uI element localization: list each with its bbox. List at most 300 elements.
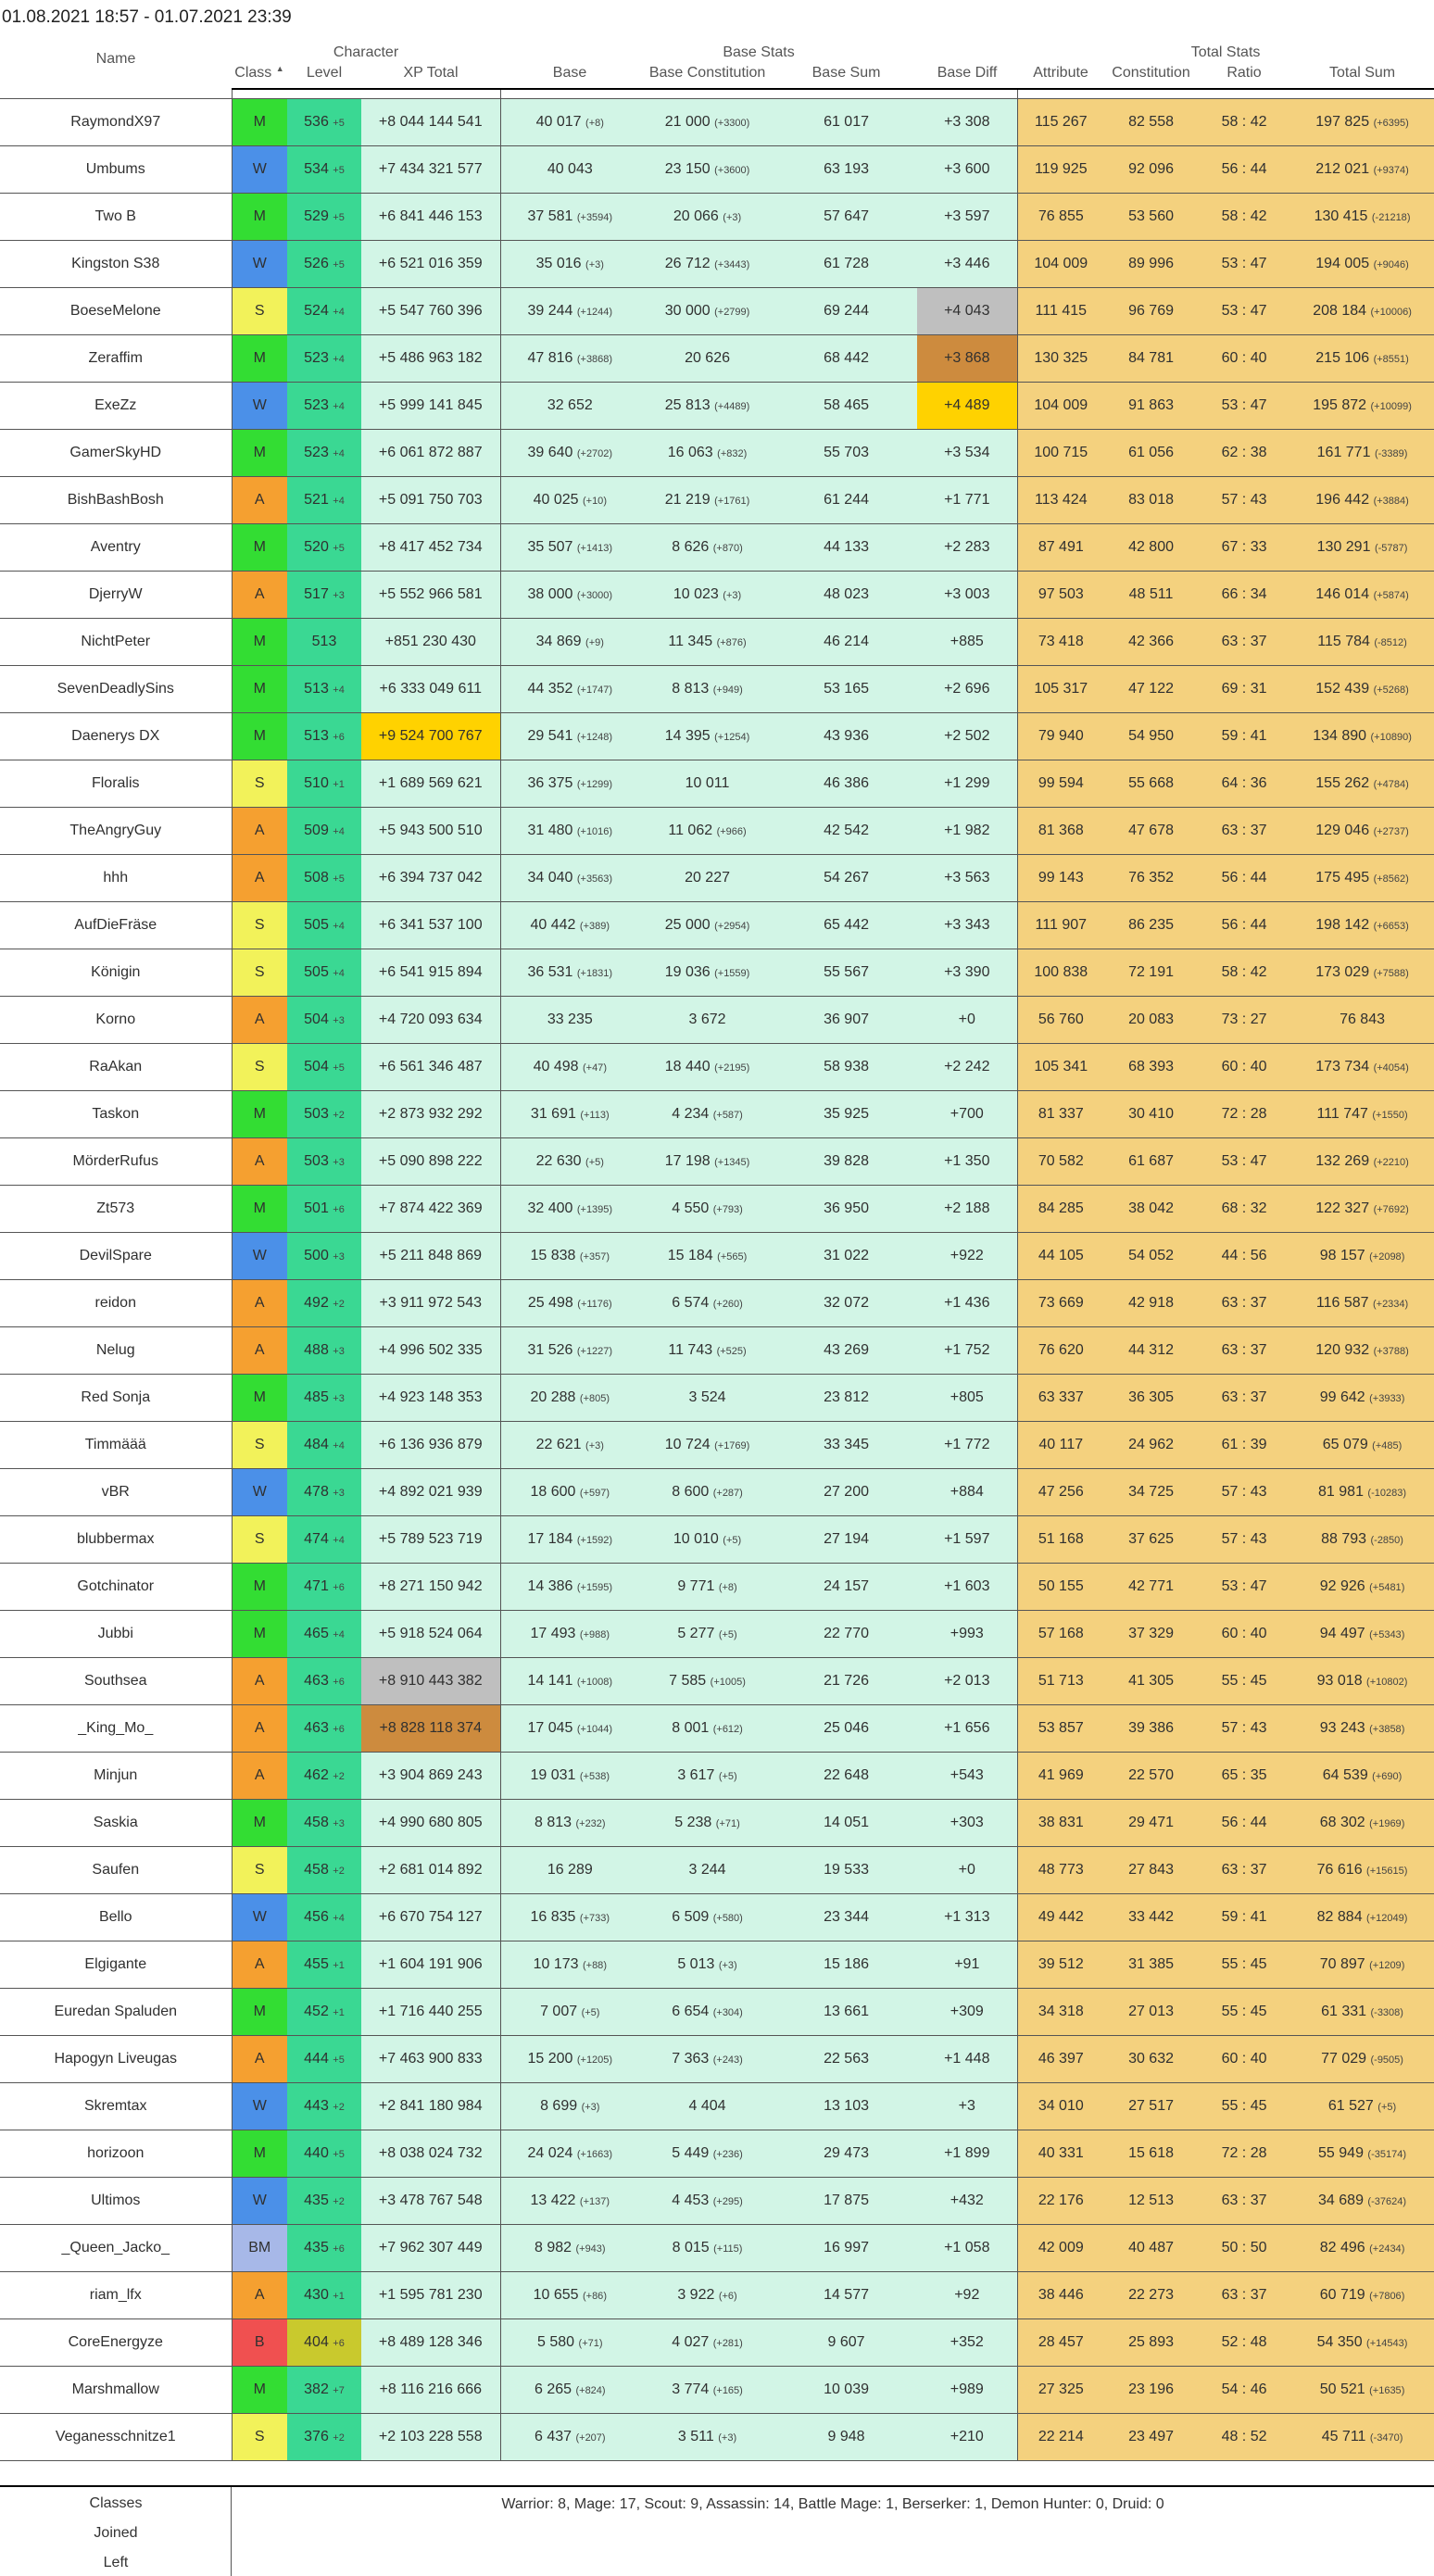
table-row[interactable] [0,854,1434,901]
total-sum-cell: 93 243 (+3858) [1290,1704,1434,1752]
table-row[interactable] [0,1279,1434,1326]
player-name[interactable]: hhh [0,854,232,901]
player-name[interactable]: riam_lfx [0,2271,232,2318]
table-row[interactable] [0,2318,1434,2366]
xp-total-cell: +7 874 422 369 [361,1185,500,1232]
base-cell: 24 024 (+1663) [500,2130,639,2177]
change-value: (+7588) [1373,967,1409,979]
change-value: (+1769) [714,1439,750,1451]
base-diff-cell: +3 600 [917,145,1017,193]
change-value: (+966) [716,825,747,837]
base-constitution-cell: 5 277 (+5) [639,1610,775,1657]
class-badge: W [232,1893,287,1941]
base-constitution-cell: 4 234 (+587) [639,1090,775,1137]
ratio-cell: 53 : 47 [1198,382,1290,429]
ratio-cell: 57 : 43 [1198,476,1290,523]
change-value: (-2850) [1370,1534,1403,1546]
player-name[interactable]: NichtPeter [0,618,232,665]
attribute-cell: 99 143 [1017,854,1104,901]
table-row[interactable] [0,1846,1434,1893]
player-name[interactable]: vBR [0,1468,232,1515]
class-badge: A [232,2035,287,2082]
change-value: (+10890) [1370,731,1412,743]
total-sum-cell: 34 689 (-37624) [1290,2177,1434,2224]
level-cell: 440 +5 [287,2130,361,2177]
table-row[interactable] [0,1893,1434,1941]
player-name[interactable]: SevenDeadlySins [0,665,232,712]
base-diff-cell: +2 013 [917,1657,1017,1704]
total-sum-header[interactable]: Total Sum [1290,65,1434,89]
level-cell: 452 +1 [287,1988,361,2035]
attribute-cell: 40 117 [1017,1421,1104,1468]
change-value: (+2799) [714,306,750,318]
attribute-cell: 46 397 [1017,2035,1104,2082]
table-row[interactable] [0,193,1434,240]
player-name[interactable]: reidon [0,1279,232,1326]
base-sum-cell: 13 661 [775,1988,917,2035]
table-row[interactable] [0,1704,1434,1752]
player-name[interactable]: Skremtax [0,2082,232,2130]
base-sum-cell: 55 567 [775,949,917,996]
level-change: +2 [333,1770,345,1782]
base-sum-cell: 22 563 [775,2035,917,2082]
table-row[interactable] [0,2413,1434,2460]
player-name[interactable]: Nelug [0,1326,232,1374]
table-row[interactable] [0,618,1434,665]
base-cell: 40 498 (+47) [500,1043,639,1090]
ratio-cell: 56 : 44 [1198,145,1290,193]
total-sum-cell: 82 496 (+2434) [1290,2224,1434,2271]
class-badge: M [232,98,287,145]
table-row[interactable] [0,382,1434,429]
table-row[interactable] [0,1374,1434,1421]
attribute-cell: 105 317 [1017,665,1104,712]
attribute-cell: 100 838 [1017,949,1104,996]
level-change: +4 [333,920,345,932]
attribute-cell: 22 176 [1017,2177,1104,2224]
change-value: (-8512) [1374,636,1407,648]
player-name[interactable]: Red Sonja [0,1374,232,1421]
level-change: +5 [333,258,345,270]
constitution-cell: 76 352 [1104,854,1198,901]
table-row[interactable] [0,1043,1434,1090]
level-cell: 523 +4 [287,429,361,476]
player-name[interactable]: RaymondX97 [0,98,232,145]
constitution-cell: 42 800 [1104,523,1198,571]
xp-total-cell: +5 547 760 396 [361,287,500,334]
attribute-cell: 119 925 [1017,145,1104,193]
table-row[interactable] [0,2130,1434,2177]
class-badge: M [232,1374,287,1421]
player-name[interactable]: CoreEnergyze [0,2318,232,2366]
xp-total-cell: +6 394 737 042 [361,854,500,901]
constitution-cell: 15 618 [1104,2130,1198,2177]
table-row[interactable] [0,1563,1434,1610]
table-row[interactable] [0,996,1434,1043]
class-badge: S [232,2413,287,2460]
player-name[interactable]: Two B [0,193,232,240]
table-row[interactable] [0,571,1434,618]
attribute-cell: 34 010 [1017,2082,1104,2130]
total-sum-cell: 54 350 (+14543) [1290,2318,1434,2366]
table-row[interactable] [0,1610,1434,1657]
base-constitution-cell: 10 023 (+3) [639,571,775,618]
base-sum-cell: 55 703 [775,429,917,476]
constitution-cell: 22 273 [1104,2271,1198,2318]
xp-total-cell: +3 478 767 548 [361,2177,500,2224]
player-name[interactable]: Minjun [0,1752,232,1799]
change-value: (+612) [712,1723,743,1735]
base-diff-cell: +2 283 [917,523,1017,571]
change-value: (+1176) [577,1298,612,1310]
base-sum-header[interactable]: Base Sum [775,65,917,89]
ratio-cell: 59 : 41 [1198,712,1290,760]
player-name[interactable]: BoeseMelone [0,287,232,334]
level-change: +6 [333,2243,345,2255]
base-sum-cell: 29 473 [775,2130,917,2177]
xp-total-cell: +2 103 228 558 [361,2413,500,2460]
table-row[interactable] [0,98,1434,145]
attribute-cell: 44 105 [1017,1232,1104,1279]
player-name[interactable]: Ultimos [0,2177,232,2224]
xp-total-cell: +3 904 869 243 [361,1752,500,1799]
player-name[interactable]: _Queen_Jacko_ [0,2224,232,2271]
constitution-cell: 84 781 [1104,334,1198,382]
class-badge: A [232,1279,287,1326]
player-name[interactable]: Southsea [0,1657,232,1704]
level-cell: 534 +5 [287,145,361,193]
table-row[interactable] [0,476,1434,523]
name-header[interactable]: Name [0,33,232,89]
player-name[interactable]: Marshmallow [0,2366,232,2413]
player-name[interactable]: Saufen [0,1846,232,1893]
table-row[interactable] [0,949,1434,996]
level-change: +2 [333,1109,345,1121]
table-row[interactable] [0,901,1434,949]
base-constitution-cell: 4 404 [639,2082,775,2130]
level-cell: 484 +4 [287,1421,361,1468]
base-constitution-cell: 30 000 (+2799) [639,287,775,334]
player-name[interactable]: Kingston S38 [0,240,232,287]
player-name[interactable]: Hapogyn Liveugas [0,2035,232,2082]
xp-total-cell: +6 341 537 100 [361,901,500,949]
change-value: (+10006) [1370,306,1412,318]
change-value: (-3308) [1370,2006,1403,2018]
attribute-cell: 57 168 [1017,1610,1104,1657]
total-sum-cell: 111 747 (+1550) [1290,1090,1434,1137]
constitution-cell: 37 329 [1104,1610,1198,1657]
player-name[interactable]: Elgigante [0,1941,232,1988]
level-cell: 501 +6 [287,1185,361,1232]
class-badge: M [232,334,287,382]
ratio-header[interactable]: Ratio [1198,65,1290,89]
constitution-cell: 29 471 [1104,1799,1198,1846]
total-stats-group-header: Total Stats [1017,33,1434,65]
class-badge: A [232,476,287,523]
table-row[interactable] [0,1090,1434,1137]
attribute-cell: 76 620 [1017,1326,1104,1374]
class-badge: W [232,240,287,287]
table-row[interactable] [0,334,1434,382]
table-row[interactable] [0,1232,1434,1279]
change-value: (+5) [718,1628,737,1640]
base-sum-cell: 22 770 [775,1610,917,1657]
base-cell: 17 045 (+1044) [500,1704,639,1752]
table-row[interactable] [0,760,1434,807]
table-row[interactable] [0,1326,1434,1374]
attribute-header[interactable]: Attribute [1017,65,1104,89]
base-diff-cell: +2 502 [917,712,1017,760]
attribute-cell: 47 256 [1017,1468,1104,1515]
table-row[interactable] [0,1515,1434,1563]
base-constitution-cell: 4 453 (+295) [639,2177,775,2224]
constitution-header[interactable]: Constitution [1104,65,1198,89]
table-row[interactable] [0,145,1434,193]
constitution-cell: 40 487 [1104,2224,1198,2271]
attribute-cell: 49 442 [1017,1893,1104,1941]
total-sum-cell: 194 005 (+9046) [1290,240,1434,287]
change-value: (+3000) [576,589,613,601]
base-diff-cell: +303 [917,1799,1017,1846]
player-name[interactable]: Euredan Spaluden [0,1988,232,2035]
table-row[interactable] [0,807,1434,854]
constitution-cell: 39 386 [1104,1704,1198,1752]
base-cell: 18 600 (+597) [500,1468,639,1515]
attribute-cell: 56 760 [1017,996,1104,1043]
player-name[interactable]: TheAngryGuy [0,807,232,854]
change-value: (+113) [580,1109,610,1121]
change-value: (+1345) [714,1156,750,1168]
change-value: (+5) [1377,2101,1397,2113]
base-constitution-cell: 8 600 (+287) [639,1468,775,1515]
total-sum-cell: 60 719 (+7806) [1290,2271,1434,2318]
change-value: (+1227) [576,1345,613,1357]
change-value: (+357) [579,1250,610,1263]
table-row[interactable] [0,1185,1434,1232]
attribute-cell: 111 415 [1017,287,1104,334]
base-sum-cell: 13 103 [775,2082,917,2130]
class-badge: A [232,996,287,1043]
attribute-cell: 42 009 [1017,2224,1104,2271]
class-badge: A [232,807,287,854]
player-name[interactable]: BishBashBosh [0,476,232,523]
level-cell: 505 +4 [287,901,361,949]
player-name[interactable]: Zt573 [0,1185,232,1232]
ratio-cell: 63 : 37 [1198,1326,1290,1374]
ratio-cell: 60 : 40 [1198,1610,1290,1657]
class-header[interactable]: Class ▲ [232,65,287,89]
player-name[interactable]: Korno [0,996,232,1043]
table-row[interactable] [0,287,1434,334]
table-row[interactable] [0,429,1434,476]
base-sum-cell: 44 133 [775,523,917,571]
total-sum-cell: 208 184 (+10006) [1290,287,1434,334]
table-row[interactable] [0,1657,1434,1704]
base-cell: 39 640 (+2702) [500,429,639,476]
table-row[interactable] [0,2035,1434,2082]
base-cell: 40 043 [500,145,639,193]
table-row[interactable] [0,665,1434,712]
table-row[interactable] [0,240,1434,287]
base-diff-cell: +3 534 [917,429,1017,476]
base-header[interactable]: Base [500,65,639,89]
player-name[interactable]: DjerryW [0,571,232,618]
xp-total-header[interactable]: XP Total [361,65,500,89]
attribute-cell: 81 337 [1017,1090,1104,1137]
player-name[interactable]: Jubbi [0,1610,232,1657]
table-row[interactable] [0,2177,1434,2224]
player-name[interactable]: horizoon [0,2130,232,2177]
table-row[interactable] [0,523,1434,571]
change-value: (-10283) [1367,1487,1407,1499]
attribute-cell: 84 285 [1017,1185,1104,1232]
player-name[interactable]: MörderRufus [0,1137,232,1185]
base-sum-cell: 17 875 [775,2177,917,2224]
total-sum-cell: 116 587 (+2334) [1290,1279,1434,1326]
base-constitution-cell: 8 015 (+115) [639,2224,775,2271]
level-change: +4 [333,1439,345,1451]
player-name[interactable]: ExeZz [0,382,232,429]
level-change: +2 [333,1865,345,1877]
change-value: (+10099) [1370,400,1412,412]
base-diff-cell: +1 899 [917,2130,1017,2177]
table-row[interactable] [0,2366,1434,2413]
player-name[interactable]: Umbums [0,145,232,193]
base-constitution-cell: 14 395 (+1254) [639,712,775,760]
total-sum-cell: 92 926 (+5481) [1290,1563,1434,1610]
base-constitution-header[interactable]: Base Constitution [639,65,775,89]
ratio-cell: 63 : 37 [1198,1279,1290,1326]
xp-total-cell: +4 720 093 634 [361,996,500,1043]
table-row[interactable] [0,712,1434,760]
base-cell: 15 200 (+1205) [500,2035,639,2082]
base-constitution-cell: 3 511 (+3) [639,2413,775,2460]
base-cell: 40 442 (+389) [500,901,639,949]
table-row[interactable] [0,1137,1434,1185]
base-diff-header[interactable]: Base Diff [917,65,1017,89]
attribute-cell: 115 267 [1017,98,1104,145]
attribute-cell: 111 907 [1017,901,1104,949]
player-name[interactable]: Aventry [0,523,232,571]
base-diff-cell: +1 603 [917,1563,1017,1610]
table-row[interactable] [0,2271,1434,2318]
change-value: (+1969) [1369,1817,1405,1829]
player-name[interactable]: GamerSkyHD [0,429,232,476]
base-cell: 8 982 (+943) [500,2224,639,2271]
player-name[interactable]: _King_Mo_ [0,1704,232,1752]
class-badge: A [232,2271,287,2318]
level-cell: 529 +5 [287,193,361,240]
base-constitution-cell: 16 063 (+832) [639,429,775,476]
base-diff-cell: +3 [917,2082,1017,2130]
base-diff-cell: +91 [917,1941,1017,1988]
player-name[interactable]: Bello [0,1893,232,1941]
base-constitution-cell: 5 238 (+71) [639,1799,775,1846]
constitution-cell: 31 385 [1104,1941,1198,1988]
base-cell: 31 526 (+1227) [500,1326,639,1374]
table-row[interactable] [0,1468,1434,1515]
level-header[interactable]: Level [287,65,361,89]
base-constitution-cell: 26 712 (+3443) [639,240,775,287]
change-value: (+3) [718,2431,737,2444]
level-cell: 455 +1 [287,1941,361,1988]
table-row[interactable] [0,1988,1434,2035]
left-label: Left [103,2555,129,2570]
change-value: (+793) [712,1203,743,1215]
change-value: (+1831) [576,967,613,979]
player-name[interactable]: blubbermax [0,1515,232,1563]
player-name[interactable]: Veganesschnitze1 [0,2413,232,2460]
level-change: +6 [333,1203,345,1215]
change-value: (+525) [716,1345,747,1357]
class-badge: A [232,1704,287,1752]
table-row[interactable] [0,1752,1434,1799]
change-value: (+3443) [714,258,750,270]
level-change: +1 [333,778,345,790]
base-diff-cell: +1 982 [917,807,1017,854]
base-cell: 36 531 (+1831) [500,949,639,996]
player-name[interactable]: DevilSpare [0,1232,232,1279]
constitution-cell: 61 687 [1104,1137,1198,1185]
base-sum-cell: 58 465 [775,382,917,429]
constitution-cell: 23 196 [1104,2366,1198,2413]
level-cell: 465 +4 [287,1610,361,1657]
table-row[interactable] [0,1421,1434,1468]
xp-total-cell: +7 962 307 449 [361,2224,500,2271]
base-sum-cell: 9 948 [775,2413,917,2460]
table-row[interactable] [0,2082,1434,2130]
base-sum-cell: 61 017 [775,98,917,145]
player-name[interactable]: Zeraffim [0,334,232,382]
player-name[interactable]: Saskia [0,1799,232,1846]
change-value: (+115) [713,2243,743,2255]
change-value: (+2434) [1369,2243,1405,2255]
level-change: +6 [333,731,345,743]
base-sum-cell: 9 607 [775,2318,917,2366]
base-diff-cell: +352 [917,2318,1017,2366]
base-sum-cell: 32 072 [775,1279,917,1326]
total-sum-cell: 122 327 (+7692) [1290,1185,1434,1232]
base-sum-cell: 33 345 [775,1421,917,1468]
base-cell: 17 184 (+1592) [500,1515,639,1563]
change-value: (+1635) [1369,2384,1405,2396]
change-value: (+4054) [1373,1062,1409,1074]
base-cell: 20 288 (+805) [500,1374,639,1421]
constitution-cell: 42 918 [1104,1279,1198,1326]
player-name[interactable]: AufDieFräse [0,901,232,949]
player-name[interactable]: Taskon [0,1090,232,1137]
change-value: (+5) [723,1534,742,1546]
level-change: +6 [333,1581,345,1593]
player-name[interactable]: Floralis [0,760,232,807]
table-row[interactable] [0,2224,1434,2271]
player-name[interactable]: RaAkan [0,1043,232,1090]
player-name[interactable]: Gotchinator [0,1563,232,1610]
table-row[interactable] [0,1799,1434,1846]
player-name[interactable]: Daenerys DX [0,712,232,760]
table-row[interactable] [0,1941,1434,1988]
class-badge: M [232,1610,287,1657]
player-name[interactable]: Königin [0,949,232,996]
base-constitution-cell: 4 550 (+793) [639,1185,775,1232]
player-name[interactable]: Timmäää [0,1421,232,1468]
xp-total-cell: +3 911 972 543 [361,1279,500,1326]
change-value: (+5) [585,1156,604,1168]
base-sum-cell: 10 039 [775,2366,917,2413]
base-cell: 34 040 (+3563) [500,854,639,901]
level-cell: 463 +6 [287,1704,361,1752]
base-diff-cell: +432 [917,2177,1017,2224]
